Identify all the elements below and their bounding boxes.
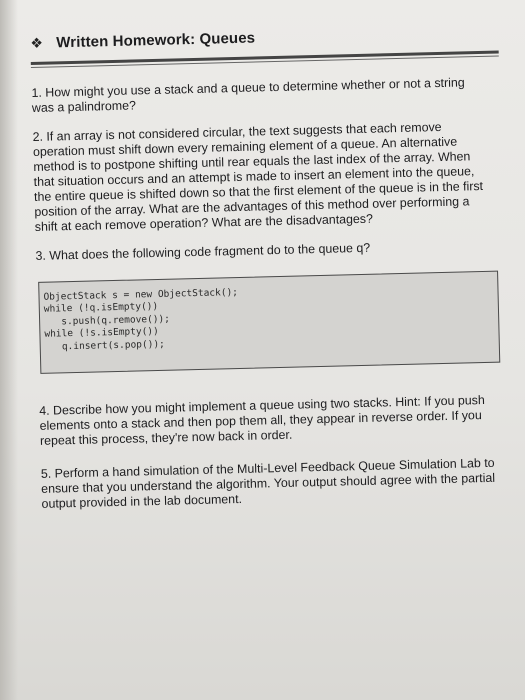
worksheet-content [30,19,512,512]
code-line: ObjectStack s = new ObjectStack(); [43,286,239,303]
code-line: s.push(q.remove()); [44,313,171,328]
question-1: 1. How might you use a stack and a queue to determine whether or not a string was a palindrome? [31,75,465,115]
diamond-bullet-icon: ❖ [30,34,44,51]
page-title: Written Homework: Queues [56,29,256,51]
question-2: 2. If an array is not considered circular, the text suggests that each remove operation must shift down every remaining element of a queue. An alternative method is to postpone shifting until rear equals the last index of the array. When that situation occurs and an attempt is made to insert an element into the queue, the entire queue is shifted down so that the first element of the queue is in the first position of the array. What are the advantages of this method over performing a shift at each remove operation? What are the disadvantages? [32,119,484,234]
code-line: while (!q.isEmpty()) [43,301,159,316]
question-4: 4. Describe how you might implement a queue using two stacks. Hint: If you push elements onto a stack and then pop them all, they appear in reverse order. If you repeat this process, they're now back in order. [39,393,485,448]
code-line: while (!s.isEmpty()) [44,326,159,340]
section-header [30,19,500,56]
page-shadow [0,0,18,700]
question-5: 5. Perform a hand simulation of the Multi-Level Feedback Queue Simulation Lab to ensure that you understand the algorithm. Your output should agree with the partial output provided in the lab document. [40,455,496,511]
code-fragment-box [38,271,500,374]
code-line: q.insert(s.pop()); [44,338,165,353]
question-3: 3. What does the following code fragment do to the queue q? [35,240,371,263]
